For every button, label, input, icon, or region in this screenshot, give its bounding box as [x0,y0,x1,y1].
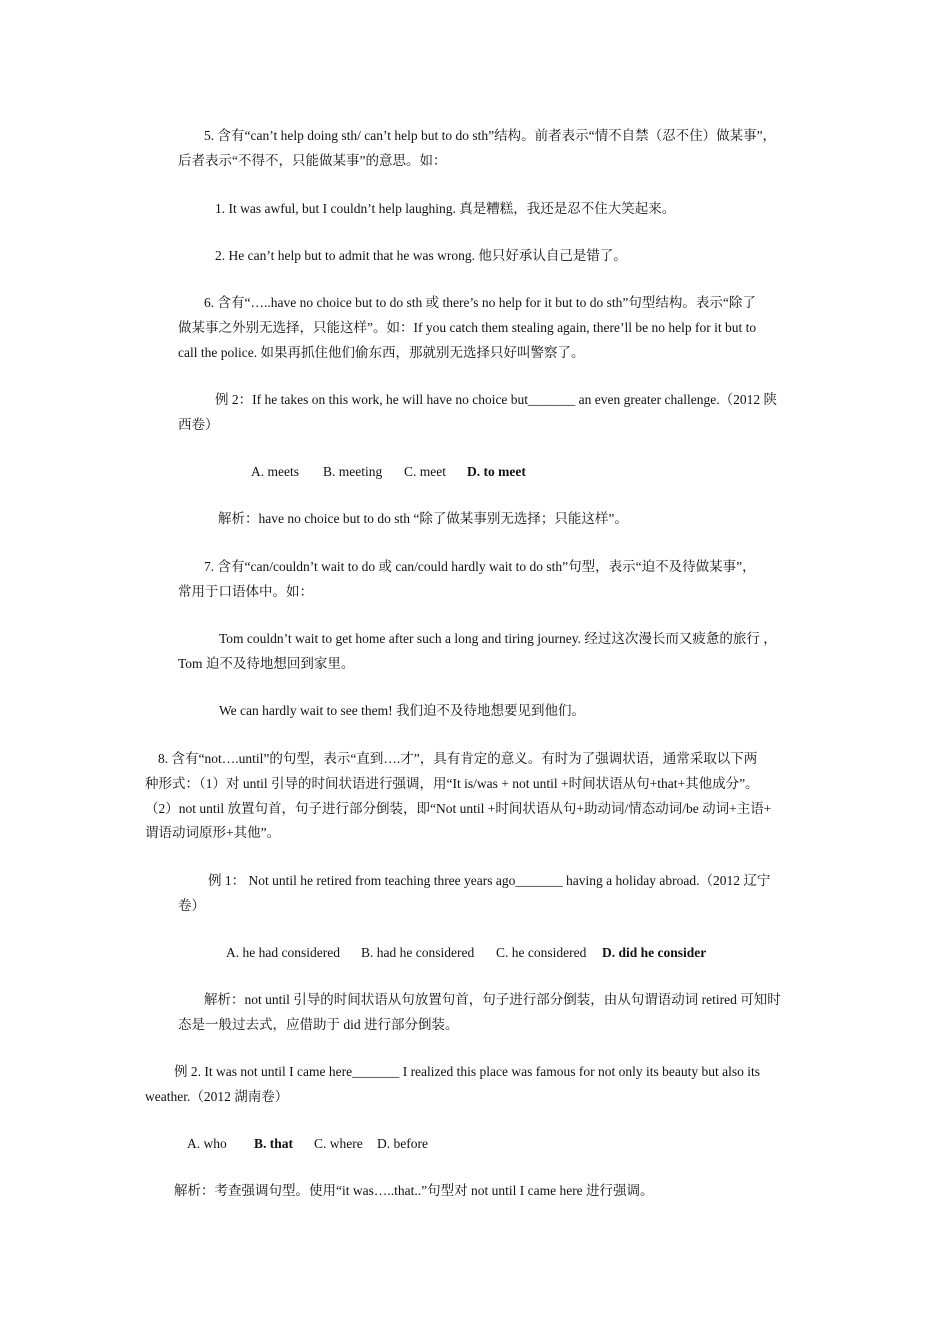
option-d: D. before [377,1136,428,1151]
section-5-line-2: 后者表示“不得不，只能做某事”的意思。如： [178,153,447,168]
section-7-example-2: We can hardly wait to see them! 我们迫不及待地想要见到他们。 [219,703,585,718]
section-5-example-1: 1. It was awful, but I couldn’t help laughing. 真是糟糕，我还是忍不住大笑起来。 [215,201,676,216]
option-b: B. meeting [323,464,383,479]
option-c: C. meet [404,464,446,479]
option-a: A. who [187,1136,227,1151]
option-c: C. where [314,1136,363,1151]
section-8-line-4: 谓语动词原形+其他”。 [145,825,281,840]
option-d-answer: D. to meet [467,464,526,479]
section-8-question-1-analysis-line-2: 态是一般过去式，应借助于 did 进行部分倒装。 [178,1017,459,1032]
section-8-line-3: （2）not until 放置句首，句子进行部分倒装，即“Not until +时间状语从句+助动词/情态动词/be 动词+主语+ [145,801,772,816]
section-5-line-1: 5. 含有“can’t help doing sth/ can’t help but to do sth”结构。前者表示“情不自禁（忍不住）做某事”， [204,128,777,143]
option-b: B. had he considered [361,945,475,960]
section-6-question-line-1: 例 2：If he takes on this work, he will have no choice but_______ an even greater challenge.（2012 陕 [215,392,777,407]
option-d-answer: D. did he consider [602,945,707,960]
section-6-analysis: 解析：have no choice but to do sth “除了做某事别无选择；只能这样”。 [218,511,628,526]
section-7-line-1: 7. 含有“can/couldn’t wait to do 或 can/could hardly wait to do sth”句型，表示“迫不及待做某事”， [204,559,756,574]
option-b-answer: B. that [254,1136,294,1151]
section-7-example-1-line-2: Tom 迫不及待地想回到家里。 [178,656,355,671]
option-a: A. meets [251,464,299,479]
section-8-question-1-analysis-line-1: 解析：not until 引导的时间状语从句放置句首，句子进行部分倒装，由从句谓语动词 retired 可知时 [204,992,781,1007]
option-c: C. he considered [496,945,587,960]
section-7-line-2: 常用于口语体中。如： [178,584,313,599]
option-a: A. he had considered [226,945,340,960]
section-8-question-1-line-1: 例 1： Not until he retired from teaching three years ago_______ having a holiday abroad.（2012 辽宁 [208,873,771,888]
section-8-question-1-line-2: 卷） [178,898,205,913]
section-6-line-3: call the police. 如果再抓住他们偷东西，那就别无选择只好叫警察了。 [178,345,585,360]
section-5-example-2: 2. He can’t help but to admit that he was wrong. 他只好承认自己是错了。 [215,248,627,263]
section-8-question-2-line-1: 例 2. It was not until I came here_______ I realized this place was famous for not only its beauty but also its [174,1064,760,1079]
section-8-question-2-analysis: 解析：考查强调句型。使用“it was…..that..”句型对 not until I came here 进行强调。 [174,1183,654,1198]
section-6-question-line-2: 西卷） [178,417,219,432]
section-8-line-2: 种形式：（1）对 until 引导的时间状语进行强调，用“It is/was + not until +时间状语从句+that+其他成分”。 [145,776,759,791]
section-8-question-2-line-2: weather.（2012 湖南卷） [145,1089,289,1104]
section-6-line-2: 做某事之外别无选择，只能这样”。如：If you catch them stealing again, there’ll be no help for it but to [178,320,757,335]
section-7-example-1-line-1: Tom couldn’t wait to get home after such a long and tiring journey. 经过这次漫长而又疲惫的旅行 ， [219,631,777,646]
section-8-line-1: 8. 含有“not….until”的句型，表示“直到….才”，具有肯定的意义。有时为了强调状语，通常采取以下两 [158,751,758,766]
section-6-line-1: 6. 含有“…..have no choice but to do sth 或 there’s no help for it but to do sth”句型结构。表示“除了 [204,295,756,310]
